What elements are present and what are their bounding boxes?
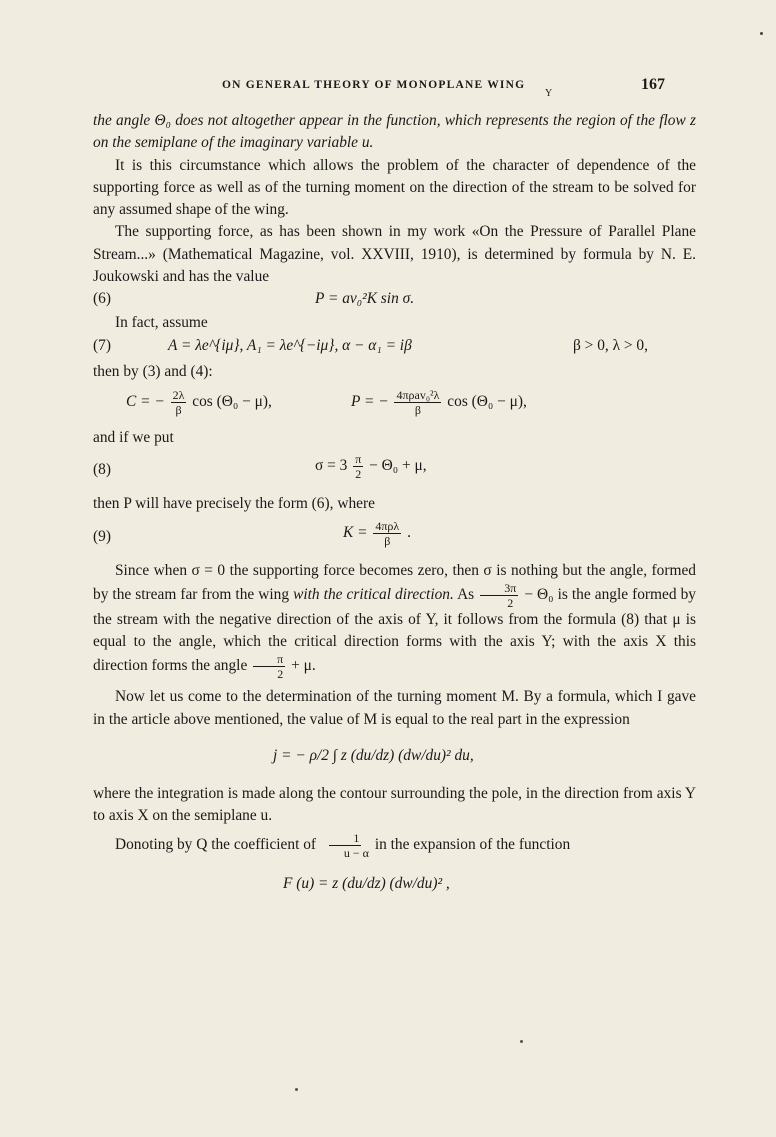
equation-c-p [93,383,696,427]
paragraph: then P will have precisely the form (6), where [93,495,375,513]
equation-6 [93,288,696,312]
page-header [0,76,776,100]
equation-lhs: P = − [351,393,389,410]
equation-body: P = av₀²K sin σ. [315,290,415,308]
paragraph: then by (3) and (4): [93,362,213,380]
running-head: ON GENERAL THEORY OF MONOPLANE WING [222,79,526,91]
equation-7 [93,335,696,361]
equation-number: (8) [93,461,111,479]
margin-mark: Y [545,88,553,99]
equation-tail: cos (Θ₀ − μ), [192,393,272,410]
fraction: $\frac{\pi}{2}$ [355,452,362,482]
paragraph: where the integration is made along the contour surrounding the pole, in the direction from axis Y to axis X on the semiplane u. [93,785,696,825]
speck [295,1088,298,1091]
fraction: $\frac{\pi}{2}$ [253,653,285,680]
paragraph: The supporting force, as has been shown in my work «On the Pressure of Parallel Plane Stream...» (Mathematical Magazine, vol. XXVIII, 1910), is determined by formula by N. E. Joukowski and has the value [93,223,696,286]
equation-9: (9) K = $\frac{\text{4πρλ}}{\beta}$ . [93,518,411,548]
equation-8: (8) σ = 3 $\frac{\pi}{2}$ − Θ₀ + μ, [93,452,427,482]
paragraph: Since when σ = 0 the supporting force becomes zero, then σ is nothing but the angle, formed by the stream far from the wing with the critical direction. As $\frac{3\pi}{2}$ − Θ₀ is the angle formed by the stream with the negative direction of the axis of Y, it follows from the formula (8) that μ is equal to the angle, which the critical direction forms with the axis Y; with the axis X this direction forms the angle $\frac{\pi}{2}$ + μ. [93,561,696,682]
equation-body: F (u) = z (du/dz) (dw/du)² , [283,874,450,892]
fraction: $\frac{\text{4πρav₀²λ}}{\beta}$ [396,387,440,417]
speck [760,32,763,35]
equation-body: j = − ρ/2 ∫ z (du/dz) (dw/du)² du, [273,747,474,765]
equation-f [93,859,696,911]
page-number: 167 [641,76,665,93]
fraction: $\frac{1}{u - \alpha}$ [322,832,369,859]
page-body [93,110,696,911]
equation-number: (7) [93,336,111,354]
paragraph: Now let us come to the determination of the turning moment M. By a formula, which I gave in the article above mentioned, the value of M is equal to the real part in the expression [93,688,696,728]
fraction: $\frac{\text{4πρλ}}{\beta}$ [375,518,400,548]
fraction: $\frac{2\lambda}{\beta}$ [172,387,185,417]
paragraph: Donoting by Q the coefficient of $\frac{1}{u - \alpha}$ in the expansion of the function [115,830,571,860]
equation-body: A = λe^{iμ}, A₁ = λe^{−iμ}, α − α₁ = iβ [168,336,412,354]
paragraph: and if we put [93,428,174,446]
equation-j [93,731,696,783]
equation-tail: cos (Θ₀ − μ), [447,393,527,410]
equation-number: (6) [93,290,111,308]
equation-number: (9) [93,527,111,545]
paragraph: the angle Θ₀ does not altogether appear in the function, which represents the region of the flow z on the semiplane of the imaginary variable u. [93,112,696,152]
equation-lhs: C = − [126,393,165,410]
fraction: $\frac{3\pi}{2}$ [480,582,518,609]
speck [520,1040,523,1043]
paragraph: In fact, assume [115,314,208,332]
paragraph: It is this circumstance which allows the problem of the character of dependence of the supporting force as well as of the turning moment on the direction of the stream to be solved for any assumed shape of the wing. [93,156,696,219]
equation-condition: β > 0, λ > 0, [573,336,648,354]
